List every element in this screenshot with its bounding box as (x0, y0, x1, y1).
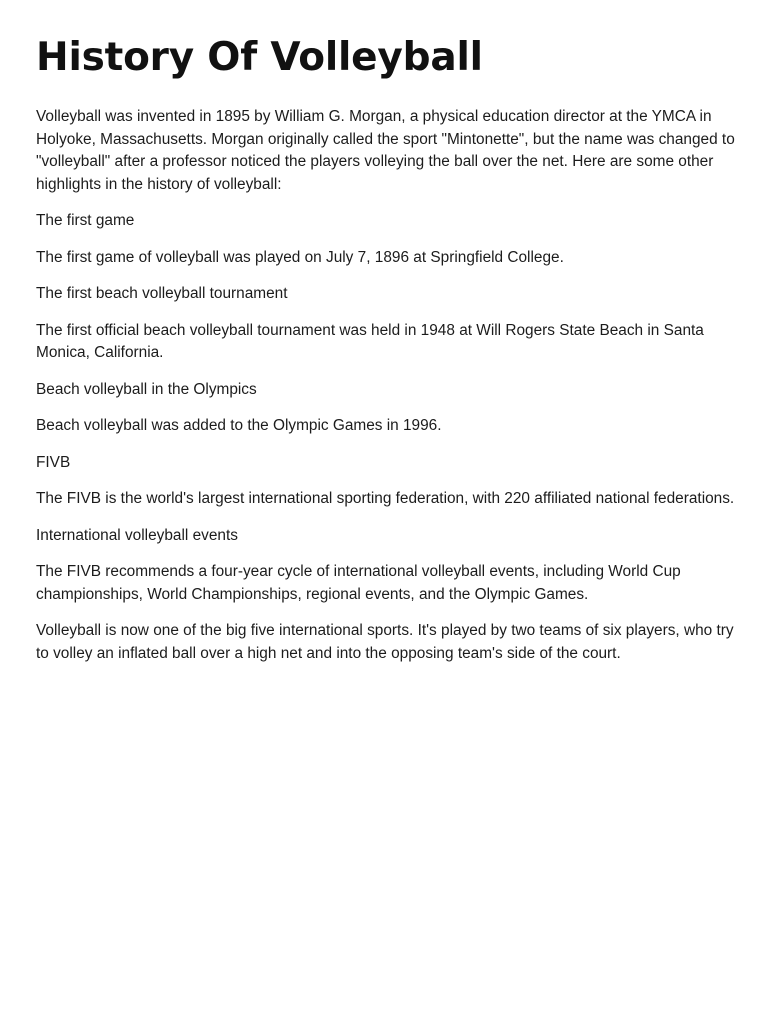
document-page (36, 30, 736, 679)
section-heading-beach-tournament: The first beach volleyball tournament (36, 285, 288, 302)
paragraph-beach-tournament: The first official beach volleyball tournament was held in 1948 at Will Rogers State Beach in Santa Monica, California. (36, 321, 704, 361)
intro-paragraph: Volleyball was invented in 1895 by William G. Morgan, a physical education director at the YMCA in Holyoke, Massachusetts. Morgan originally called the sport "Mintonette", but the name was changed to "volleyball" after a professor noticed the players volleying the ball over the net. Here are some other highlights in the history of volleyball: (36, 108, 735, 193)
section-heading-international-events: International volleyball events (36, 526, 238, 544)
paragraph-fivb: The FIVB is the world's largest international sporting federation, with 220 affiliated national federations. (36, 490, 735, 507)
closing-paragraph: Volleyball is now one of the big five international sports. It's played by two teams of six players, who try to volley an inflated ball over a high net and into the opposing team's side of the court. (36, 622, 734, 662)
paragraph-international-events: The FIVB recommends a four-year cycle of international volleyball events, including World Cup championships, World Championships, regional events, and the Olympic Games. (36, 563, 681, 603)
paragraph-first-game: The first game of volleyball was played on July 7, 1896 at Springfield College. (36, 248, 564, 266)
paragraph-olympics: Beach volleyball was added to the Olympic Games in 1996. (36, 417, 442, 434)
section-heading-olympics: Beach volleyball in the Olympics (36, 380, 257, 398)
section-heading-fivb: FIVB (36, 453, 71, 471)
page-title: History Of Volleyball (36, 35, 483, 80)
section-heading-first-game: The first game (36, 212, 135, 229)
